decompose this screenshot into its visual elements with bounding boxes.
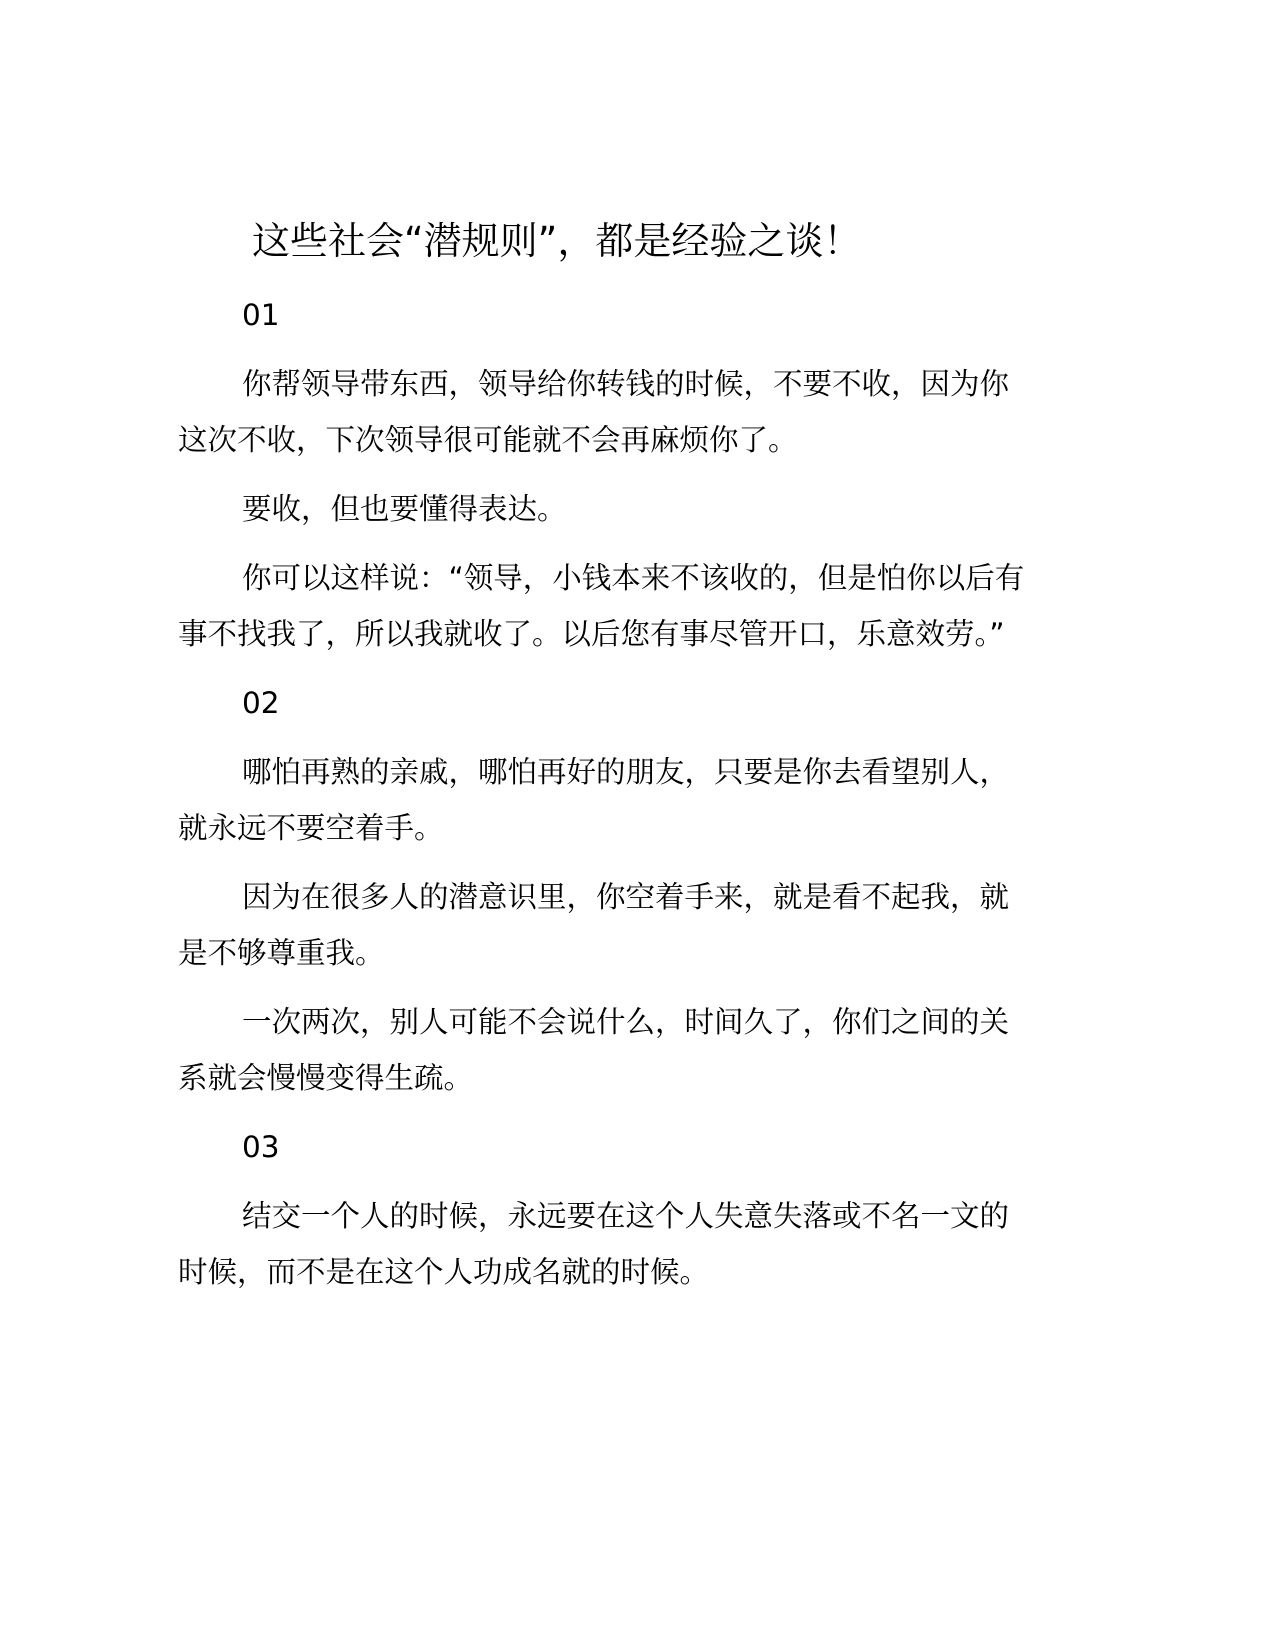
paragraph: 因为在很多人的潜意识里，你空着手来，就是看不起我，就是不够尊重我。	[178, 880, 1010, 970]
paragraph: 一次两次，别人可能不会说什么，时间久了，你们之间的关系就会慢慢变得生疏。	[178, 1005, 1010, 1095]
document-body	[178, 287, 1038, 1313]
paragraph: 你可以这样说：“领导，小钱本来不该收的，但是怕你以后有事不找我了，所以我就收了。以后您有事尽管开口，乐意效劳。”	[178, 561, 1025, 651]
section-number-03: 03	[242, 1130, 280, 1164]
document-title: 这些社会“潜规则”，都是经验之谈！	[252, 219, 862, 263]
paragraph: 结交一个人的时候，永远要在这个人失意失落或不名一文的时候，而不是在这个人功成名就的时候。	[178, 1199, 1010, 1289]
paragraph: 你帮领导带东西，领导给你转钱的时候，不要不收，因为你这次不收，下次领导很可能就不会再麻烦你了。	[178, 367, 1010, 457]
paragraph: 要收，但也要懂得表达。	[242, 492, 567, 526]
section-number-02: 02	[242, 686, 280, 720]
section-number-01: 01	[242, 298, 280, 332]
paragraph: 哪怕再熟的亲戚，哪怕再好的朋友，只要是你去看望别人，就永远不要空着手。	[178, 755, 1010, 845]
